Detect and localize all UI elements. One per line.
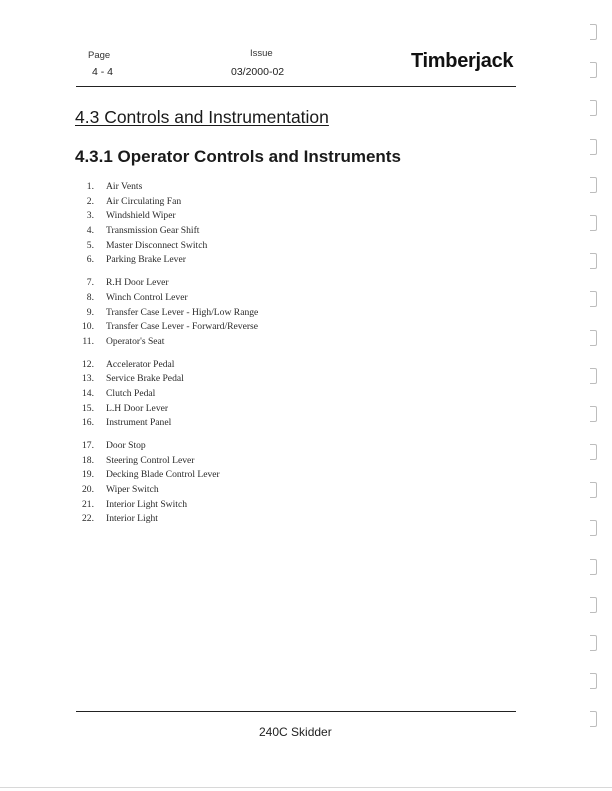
page-edge xyxy=(0,787,612,788)
list-item xyxy=(70,209,490,224)
item-group xyxy=(70,180,490,268)
item-label: Interior Light xyxy=(106,513,158,525)
item-number: 16. xyxy=(82,417,94,429)
item-label: Transfer Case Lever - Forward/Reverse xyxy=(106,321,259,333)
item-number: 6. xyxy=(86,254,94,266)
binder-ring xyxy=(590,100,597,116)
list-item xyxy=(70,306,490,321)
item-label: Wiper Switch xyxy=(106,484,159,496)
item-label: Door Stop xyxy=(106,440,146,451)
item-number: 15. xyxy=(82,402,94,414)
item-number: 8. xyxy=(86,291,94,303)
binder-ring xyxy=(590,635,597,651)
list-item xyxy=(70,224,490,239)
list-item xyxy=(70,402,490,417)
list-item xyxy=(70,195,490,210)
binder-ring xyxy=(590,559,597,575)
item-label: Clutch Pedal xyxy=(106,387,156,399)
item-label: Air Vents xyxy=(106,181,143,192)
list-item xyxy=(70,276,490,291)
item-label: Air Circulating Fan xyxy=(106,195,182,207)
page-number: 4 - 4 xyxy=(92,66,114,78)
item-group xyxy=(70,439,490,527)
controls-list xyxy=(70,180,490,535)
binder-ring xyxy=(590,368,597,384)
binder-ring xyxy=(590,406,597,422)
item-label: Winch Control Lever xyxy=(106,291,188,303)
item-label: Accelerator Pedal xyxy=(106,358,175,370)
item-label: Parking Brake Lever xyxy=(106,254,186,266)
item-number: 11. xyxy=(82,335,94,347)
footer-title: 240C Skidder xyxy=(259,725,332,739)
binder-ring xyxy=(590,62,597,78)
item-label: Instrument Panel xyxy=(106,417,172,429)
item-label: Transmission Gear Shift xyxy=(106,225,200,237)
item-number: 21. xyxy=(82,498,94,510)
binder-ring xyxy=(590,711,597,727)
item-number: 20. xyxy=(82,484,94,496)
item-number: 10. xyxy=(82,321,94,333)
item-label: Master Disconnect Switch xyxy=(106,239,208,251)
item-number: 14. xyxy=(82,387,94,399)
list-item xyxy=(70,253,490,268)
list-item xyxy=(70,416,490,431)
footer-rule xyxy=(76,711,516,712)
binder-ring xyxy=(590,215,597,231)
list-item xyxy=(70,439,490,454)
list-item xyxy=(70,358,490,373)
item-number: 19. xyxy=(82,469,94,481)
item-label: Transfer Case Lever - High/Low Range xyxy=(106,306,259,318)
list-item xyxy=(70,498,490,513)
binder-ring xyxy=(590,482,597,498)
list-item xyxy=(70,372,490,387)
item-number: 1. xyxy=(86,181,94,192)
item-label: Interior Light Switch xyxy=(106,498,187,510)
item-group xyxy=(70,358,490,431)
list-item xyxy=(70,512,490,527)
issue-label: Issue xyxy=(250,48,273,59)
item-number: 3. xyxy=(86,210,94,222)
item-number: 12. xyxy=(82,358,94,370)
binder-ring xyxy=(590,291,597,307)
item-label: Decking Blade Control Lever xyxy=(106,469,220,481)
issue-value: 03/2000-02 xyxy=(231,66,285,78)
item-label: R.H Door Lever xyxy=(106,277,169,289)
page-label: Page xyxy=(88,50,111,61)
item-number: 9. xyxy=(86,306,94,318)
list-item xyxy=(70,468,490,483)
binder-ring xyxy=(590,24,597,40)
item-number: 2. xyxy=(86,195,94,207)
binder-ring xyxy=(590,520,597,536)
item-number: 7. xyxy=(86,277,94,289)
list-item xyxy=(70,387,490,402)
item-label: L.H Door Lever xyxy=(106,402,169,414)
section-title: 4.3 Controls and Instrumentation xyxy=(75,107,329,127)
header-rule xyxy=(76,86,516,87)
item-label: Windshield Wiper xyxy=(106,210,176,222)
item-number: 18. xyxy=(82,454,94,466)
list-item xyxy=(70,320,490,335)
list-item xyxy=(70,483,490,498)
brand-logo: Timberjack xyxy=(411,50,514,72)
binder-rings xyxy=(590,24,600,750)
binder-ring xyxy=(590,597,597,613)
binder-ring xyxy=(590,673,597,689)
binder-ring xyxy=(590,330,597,346)
item-number: 17. xyxy=(82,440,94,451)
item-number: 13. xyxy=(82,373,94,385)
list-item xyxy=(70,239,490,254)
list-item xyxy=(70,335,490,350)
item-label: Steering Control Lever xyxy=(106,454,195,466)
list-item xyxy=(70,180,490,195)
binder-ring xyxy=(590,139,597,155)
binder-ring xyxy=(590,253,597,269)
binder-ring xyxy=(590,177,597,193)
binder-ring xyxy=(590,444,597,460)
subsection-title: 4.3.1 Operator Controls and Instruments xyxy=(75,147,401,166)
item-number: 22. xyxy=(82,513,94,525)
item-label: Operator's Seat xyxy=(106,335,165,347)
item-number: 5. xyxy=(86,239,94,251)
list-item xyxy=(70,291,490,306)
item-group xyxy=(70,276,490,349)
item-number: 4. xyxy=(86,225,94,237)
item-label: Service Brake Pedal xyxy=(106,373,184,385)
list-item xyxy=(70,454,490,469)
